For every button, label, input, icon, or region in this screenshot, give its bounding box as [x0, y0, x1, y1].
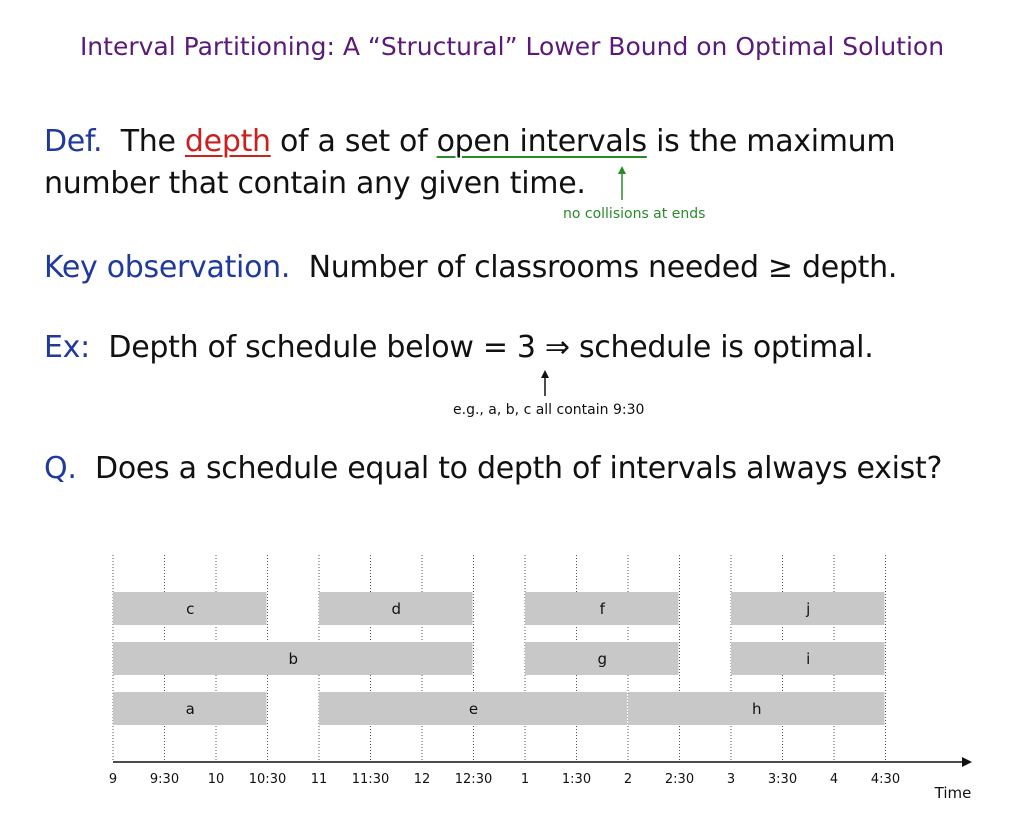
tick-label: 10:30	[248, 772, 287, 787]
interval-label-j: j	[806, 600, 811, 618]
no-collisions-note: no collisions at ends	[563, 206, 706, 222]
slide-title: Interval Partitioning: A “Structural” Lower Bound on Optimal Solution	[79, 32, 945, 61]
key-text: Number of classrooms needed ≥ depth.	[308, 250, 898, 285]
example-note: e.g., a, b, c all contain 9:30	[453, 402, 645, 418]
interval-label-e: e	[468, 700, 479, 718]
key-label: Key observation.	[44, 250, 291, 285]
ex-text: Depth of schedule below = 3 ⇒ schedule is optimal.	[108, 330, 874, 365]
tick-label: 4:30	[870, 772, 901, 787]
time-axis-arrowhead	[962, 757, 972, 767]
interval-label-a: a	[185, 700, 195, 718]
interval-label-c: c	[186, 600, 195, 618]
tick-label: 9:30	[149, 772, 180, 787]
interval-label-i: i	[806, 650, 811, 668]
ex-label: Ex:	[44, 330, 90, 365]
tick-label: 2:30	[664, 772, 695, 787]
tick-label: 10	[207, 772, 225, 787]
def-text-2: of a set of	[280, 124, 428, 159]
interval-label-d: d	[391, 600, 402, 618]
tick-label: 9	[108, 772, 118, 787]
def-text-3: is the maximum	[656, 124, 896, 159]
tick-label: 3:30	[767, 772, 798, 787]
interval-label-h: h	[751, 700, 762, 718]
interval-label-b: b	[288, 650, 299, 668]
tick-label: 4	[829, 772, 839, 787]
tick-label: 12:30	[454, 772, 493, 787]
interval-label-f: f	[599, 600, 605, 618]
def-text-1: The	[120, 124, 176, 159]
def-label: Def.	[44, 124, 103, 159]
def-line-2: number that contain any given time.	[44, 166, 586, 201]
tick-label: 11:30	[351, 772, 390, 787]
tick-label: 3	[726, 772, 736, 787]
interval-label-g: g	[597, 650, 608, 668]
tick-label: 11	[310, 772, 328, 787]
tick-label: 12	[413, 772, 431, 787]
open-intervals-term: open intervals	[436, 124, 647, 159]
x-axis-label: Time	[934, 784, 972, 802]
tick-label: 1	[520, 772, 530, 787]
q-text: Does a schedule equal to depth of intervals always exist?	[95, 451, 943, 486]
tick-label: 1:30	[561, 772, 592, 787]
q-label: Q.	[44, 451, 77, 486]
tick-label: 2	[623, 772, 633, 787]
depth-term: depth	[184, 124, 271, 159]
